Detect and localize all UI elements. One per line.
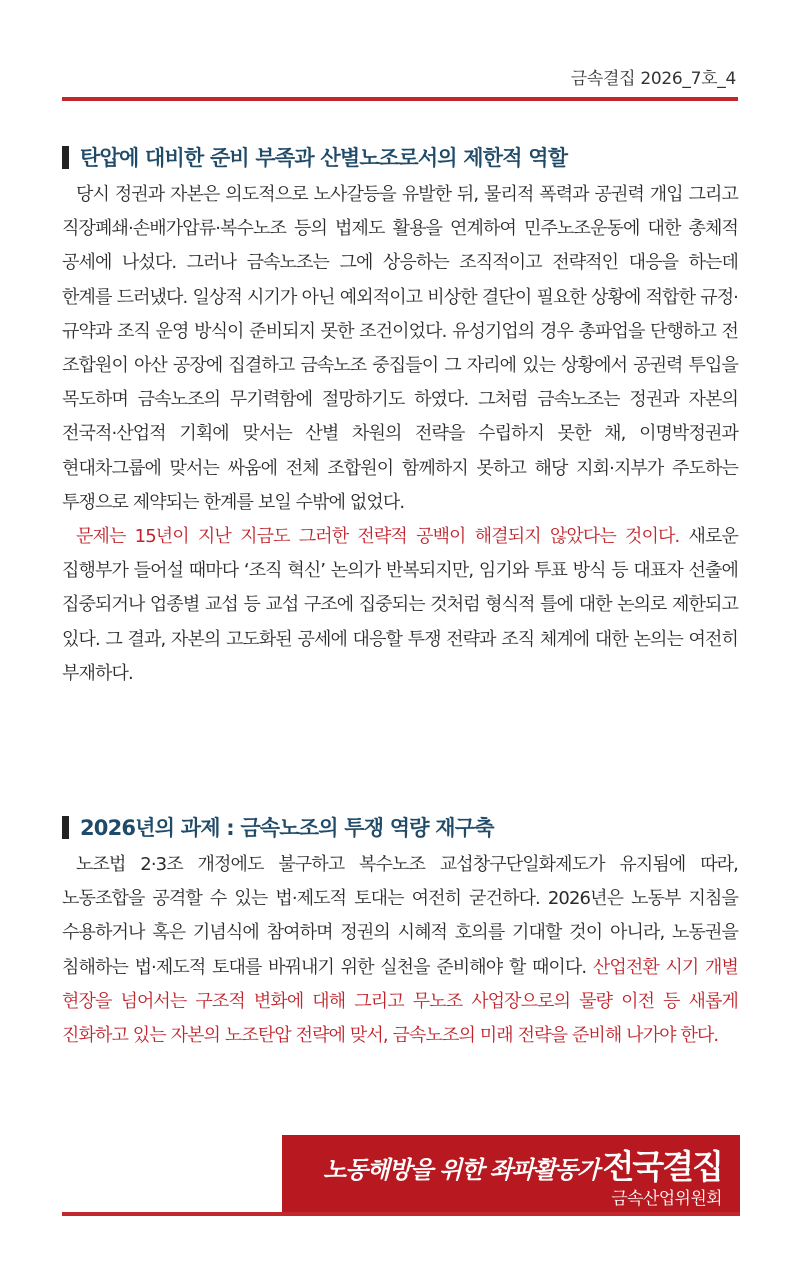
highlight-text: 문제는 15년이 지난 지금도 그러한 전략적 공백이 해결되지 않았다는 것이다. — [76, 526, 680, 548]
footer-banner — [282, 1135, 740, 1212]
footer-org-name: 전국결집 — [602, 1147, 722, 1186]
footer-committee: 금속산업위원회 — [611, 1189, 722, 1209]
paragraph-text: 노조법 2·3조 개정에도 불구하고 복수노조 교섭창구단일화제도가 유지됨에 따라, 노동조합을 공격할 수 있는 법·제도적 토대는 여전히 굳건하다. 2026년은 노동부 지침을 수용하거나 혹은 기념식에 참여하며 정권의 시혜적 호의를 기대할 것이 아니라, 노동권을 침해하는 법·제도적 토대를 바꿔내기 위한 실천을 준비해야 할 때이다. — [62, 854, 738, 978]
heading-marker — [62, 146, 69, 169]
heading-marker — [62, 816, 69, 839]
section-heading — [62, 142, 738, 172]
paragraph — [62, 848, 738, 1053]
paragraph-text: 당시 정권과 자본은 의도적으로 노사갈등을 유발한 뒤, 물리적 폭력과 공권력 개입 그리고 직장폐쇄·손배가압류·복수노조 등의 법제도 활용을 연계하여 민주노조운동에 대한 총체적 공세에 나섰다. 그러나 금속노조는 그에 상응하는 조직적이고 전략적인 대응을 하는데 한계를 드러냈다. 일상적 시기가 아닌 예외적이고 비상한 결단이 필요한 상황에 적합한 규정·규약과 조직 운영 방식이 준비되지 못한 조건이었다. 유성기업의 경우 총파업을 단행하고 전 조합원이 아산 공장에 집결하고 금속노조 중집들이 그 자리에 있는 상황에서 공권력 투입을 목도하며 금속노조의 무기력함에 절망하기도 하였다. 그처럼 금속노조는 정권과 자본의 전국적·산업적 기획에 맞서는 산별 차원의 전략을 수립하지 못한 채, 이명박정권과 현대차그룹에 맞서는 싸움에 전체 조합원이 함께하지 못하고 해당 지회·지부가 주도하는 투쟁으로 제약되는 한계를 보일 수밖에 없었다. — [62, 184, 738, 513]
section-task-2026 — [62, 812, 738, 1053]
highlight-text: 산업전환 시기 개별 현장을 넘어서는 구조적 변화에 대해 그리고 무노조 사업장으로의 물량 이전 등 새롭게 진화하고 있는 자본의 노조탄압 전략에 맞서, 금속노조의 미래 전략을 준비해 나가야 한다. — [62, 956, 738, 1047]
section-heading-text: 탄압에 대비한 준비 부족과 산별노조로서의 제한적 역할 — [80, 146, 568, 170]
footer-slogan: 노동해방을 위한 좌파활동가 — [323, 1156, 599, 1184]
bottom-divider — [62, 1212, 740, 1216]
issue-label: 금속결집 2026_7호_4 — [570, 69, 736, 89]
paragraph-text: 새로운 집행부가 들어설 때마다 ‘조직 혁신’ 논의가 반복되지만, 임기와 투표 방식 등 대표자 선출에 집중되거나 업종별 교섭 등 교섭 구조에 집중되는 것처럼 형식적 틀에 대한 논의로 제한되고 있다. 그 결과, 자본의 고도화된 공세에 대응할 투쟁 전략과 조직 체계에 대한 논의는 여전히 부재하다. — [62, 526, 738, 684]
section-heading-text: 2026년의 과제 : 금속노조의 투쟁 역량 재구축 — [80, 816, 494, 840]
paragraph — [62, 520, 738, 691]
paragraph — [62, 178, 738, 520]
section-oppression — [62, 142, 738, 691]
top-divider — [62, 97, 738, 101]
section-heading — [62, 812, 738, 842]
